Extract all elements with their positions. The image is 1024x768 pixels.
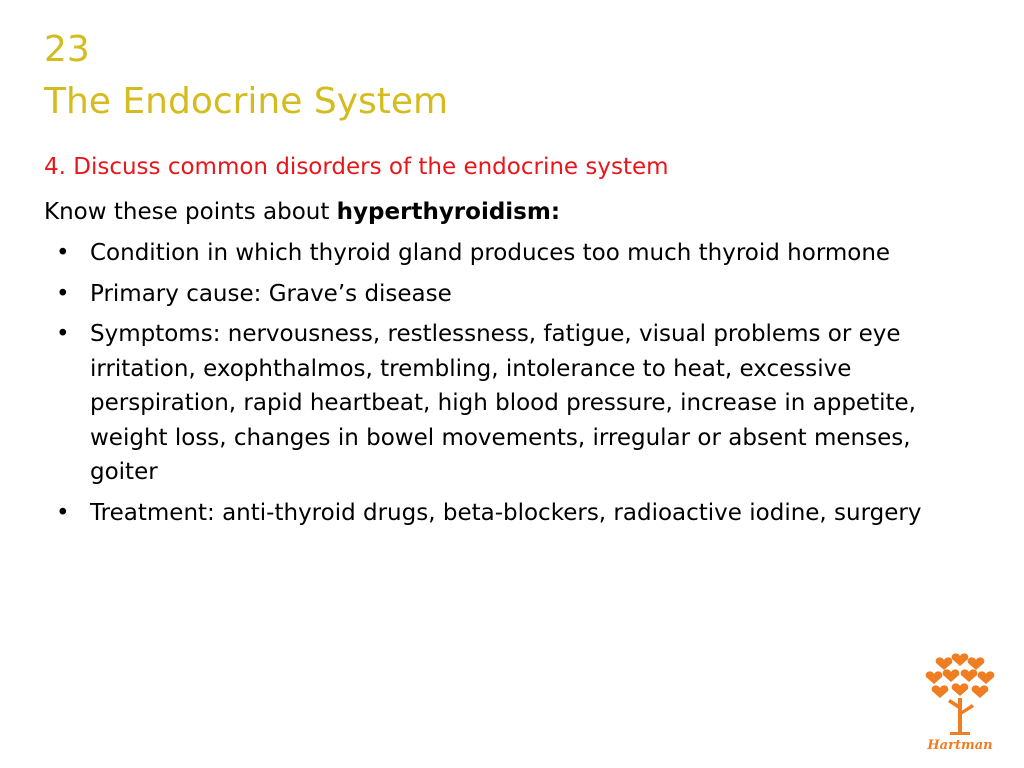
learning-objective: 4. Discuss common disorders of the endocrine system	[44, 154, 669, 180]
bullet-text: Primary cause: Grave’s disease	[90, 280, 452, 307]
bullet-list	[54, 236, 964, 536]
chapter-title: The Endocrine System	[44, 81, 449, 122]
bullet-text: Treatment: anti-thyroid drugs, beta-blockers, radioactive iodine, surgery	[90, 499, 922, 526]
bullet-dot-icon: •	[56, 280, 70, 307]
bullet-item	[54, 277, 964, 312]
hartman-logo	[918, 650, 1002, 758]
bullet-text: Symptoms: nervousness, restlessness, fatigue, visual problems or eye irritation, exophthalmos, trembling, intolerance to heat, excessive perspiration, rapid heartbeat, high blood pressure, increase in appetite, weight loss, changes in bowel movements, irregular or absent menses, goiter	[90, 321, 916, 485]
intro-term: hyperthyroidism:	[336, 199, 561, 225]
logo-wordmark: Hartman	[927, 738, 993, 753]
bullet-dot-icon: •	[56, 499, 70, 526]
bullet-item	[54, 236, 964, 271]
intro-line	[44, 196, 560, 228]
chapter-number: 23	[44, 29, 90, 70]
bullet-dot-icon: •	[56, 321, 70, 347]
bullet-text: Condition in which thyroid gland produces too much thyroid hormone	[90, 240, 891, 266]
intro-prefix: Know these points about	[44, 199, 337, 225]
heart-tree-icon	[918, 650, 1002, 740]
bullet-item	[54, 496, 964, 531]
bullet-item	[54, 317, 964, 490]
bullet-dot-icon: •	[56, 240, 70, 266]
